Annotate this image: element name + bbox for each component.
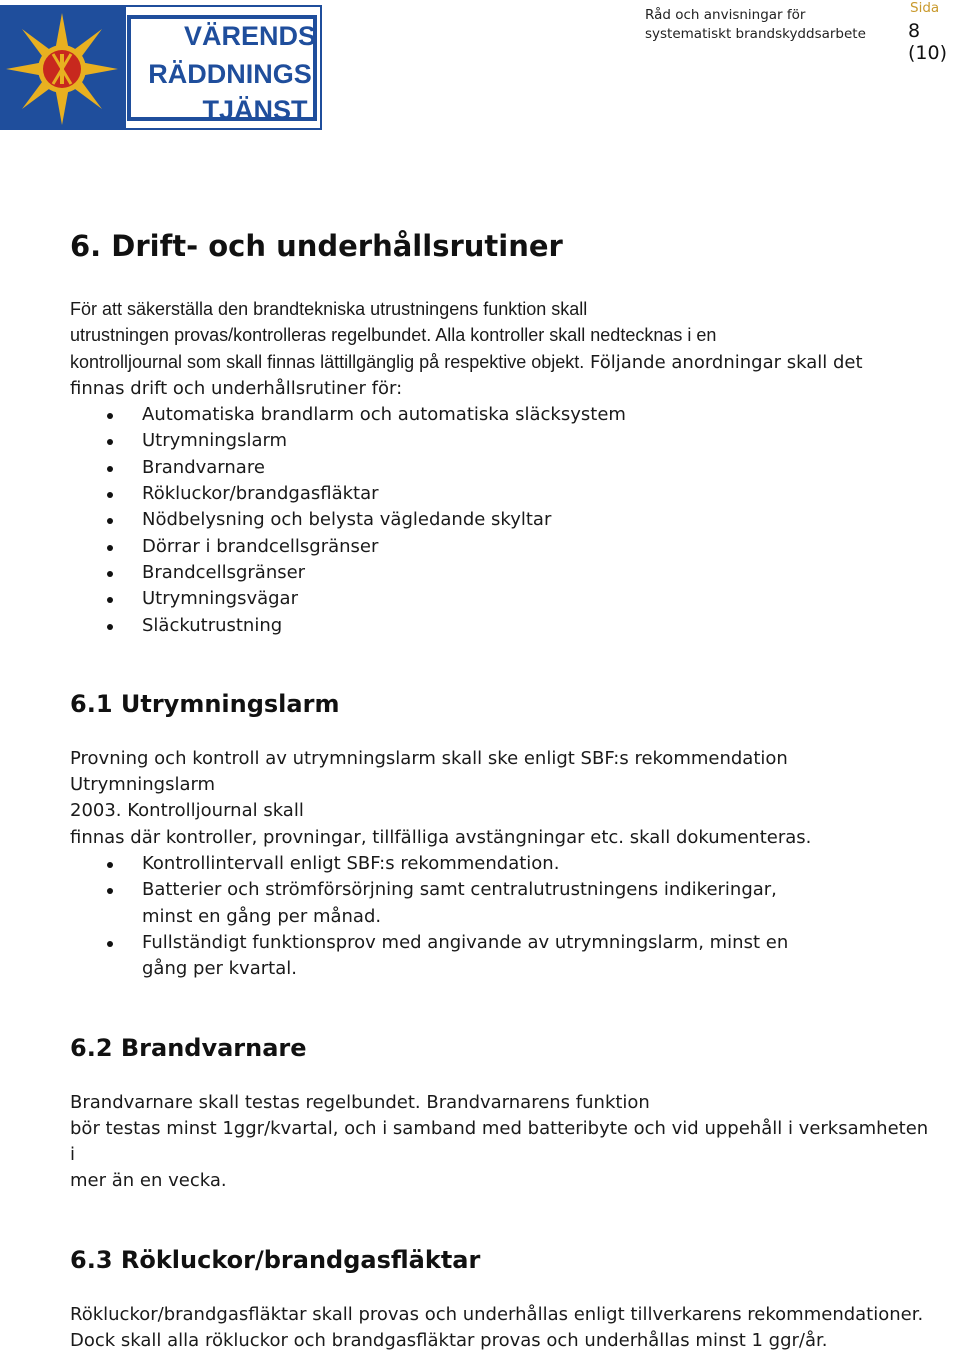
list-item: Batterier och strömförsörjning samt centralutrustningens indikeringar, minst en gång per månad. (70, 877, 930, 930)
section-6-2-line-1: Brandvarnare skall testas regelbundet. Brandvarnarens funktion (70, 1091, 650, 1113)
logo-text-line-3: TJÄNST (202, 95, 308, 125)
list-item: Brandvarnare (70, 455, 930, 481)
section-6-1-list (70, 851, 930, 982)
section-6-1-heading: 6.1 Utrymningslarm (70, 689, 340, 718)
section-6-intro-line-4: finnas drift och underhållsrutiner för: (70, 377, 403, 399)
section-6-2-heading: 6.2 Brandvarnare (70, 1033, 307, 1062)
star-emblem-icon (6, 13, 118, 125)
list-item: Fullständigt funktionsprov med angivande av utrymningslarm, minst en gång per kvartal. (70, 930, 930, 983)
section-6-1-line-3: finnas där kontroller, provningar, tillfälliga avstängningar etc. skall dokumenteras. (70, 826, 812, 848)
document-title (645, 6, 866, 44)
section-6-heading: 6. Drift- och underhållsrutiner (70, 229, 563, 263)
document-title-line-1: Råd och anvisningar för (645, 7, 806, 23)
section-6-3-line-1: Rökluckor/brandgasfläktar skall provas och underhållas enligt tillverkarens rekommendationer. (70, 1303, 924, 1325)
section-6-intro-line-3 (70, 349, 930, 376)
section-6-intro-line-3a: kontrolljournal som skall finnas lättillgänglig på respektive objekt. (70, 351, 585, 372)
list-item: Automatiska brandlarm och automatiska släcksystem (70, 402, 930, 428)
list-item: Brandcellsgränser (70, 560, 930, 586)
list-item: Rökluckor/brandgasfläktar (70, 481, 930, 507)
section-6-1-line-2: 2003. Kontrolljournal skall (70, 800, 304, 822)
section-6-intro-line-1: För att säkerställa den brandtekniska utrustningens funktion skall (70, 299, 588, 319)
page-label: Sida (910, 0, 940, 16)
logo-text-line-1: VÄRENDS (183, 21, 317, 51)
list-item: Nödbelysning och belysta vägledande skyltar (70, 507, 930, 533)
section-6-list (70, 402, 930, 639)
document-body (70, 228, 930, 1354)
section-6-2-line-2: bör testas minst 1ggr/kvartal, och i samband med batteribyte och vid uppehåll i verksamheten i (70, 1117, 929, 1166)
section-6-1-line-1: Provning och kontroll av utrymningslarm skall ske enligt SBF:s rekommendation Utrymningslarm (70, 747, 788, 796)
list-item: Utrymningslarm (70, 428, 930, 454)
section-6-intro-line-2: utrustningen provas/kontrolleras regelbundet. Alla kontroller skall nedtecknas i en (70, 325, 717, 346)
varends-raddningstjanst-logo (0, 5, 322, 130)
section-6-3-heading: 6.3 Rökluckor/brandgasfläktar (70, 1245, 481, 1274)
page-number: 8 (10) (908, 20, 948, 64)
document-title-line-2: systematiskt brandskyddsarbete (645, 26, 866, 42)
section-6-3-line-2: Dock skall alla rökluckor och brandgasfläktar provas och underhållas minst 1 ggr/år. (70, 1330, 828, 1352)
section-6-intro-line-3b: Följande anordningar skall det (584, 351, 863, 373)
list-item: Kontrollintervall enligt SBF:s rekommendation. (70, 851, 930, 877)
list-item: Dörrar i brandcellsgränser (70, 534, 930, 560)
list-item: Släckutrustning (70, 613, 930, 639)
logo-text-line-2: RÄDDNINGS (148, 59, 312, 89)
list-item: Utrymningsvägar (70, 586, 930, 612)
section-6-2-line-3: mer än en vecka. (70, 1170, 227, 1192)
